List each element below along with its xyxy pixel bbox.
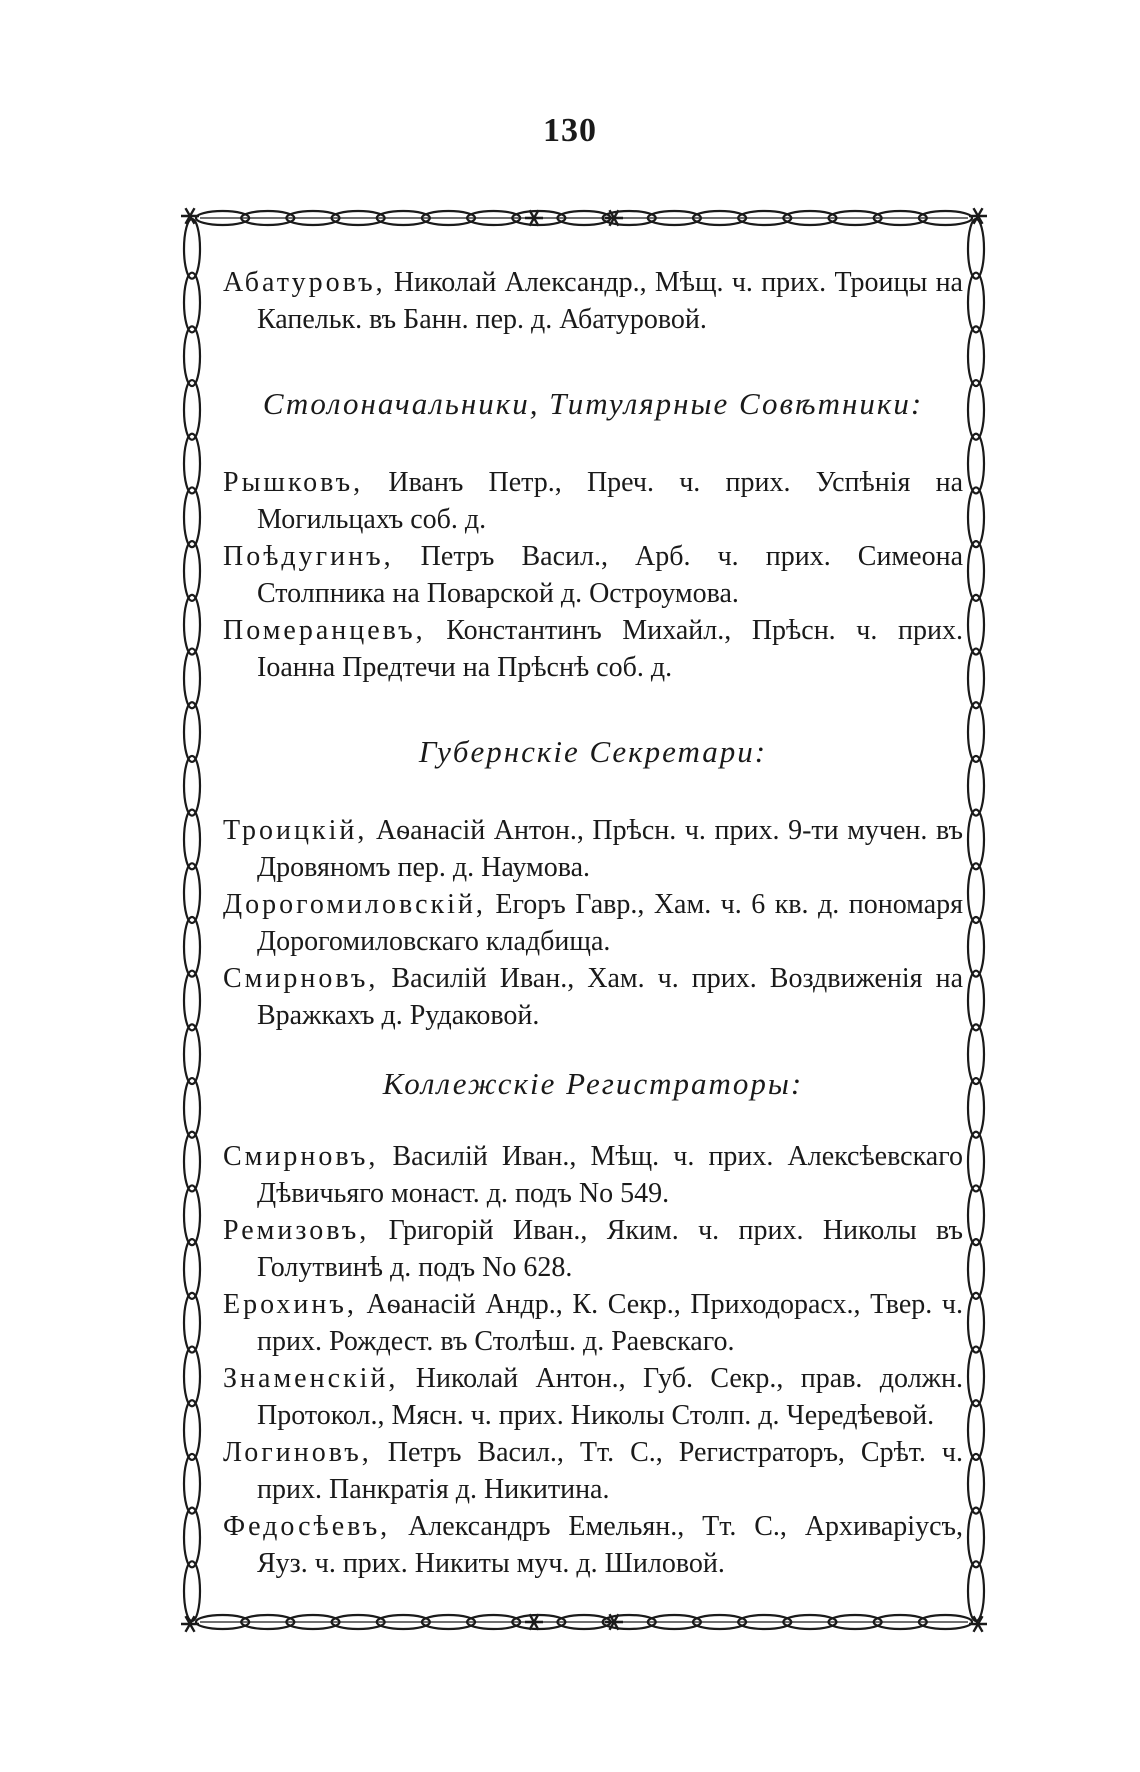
border-link <box>184 1347 200 1407</box>
border-link <box>184 863 200 923</box>
entry-surname: Смирновъ, <box>223 1141 379 1172</box>
entry-troitsky <box>223 812 963 886</box>
border-link <box>184 1508 200 1568</box>
border-link <box>184 1400 200 1460</box>
border-link <box>968 1239 984 1299</box>
border-link <box>968 541 984 601</box>
border-link <box>968 917 984 977</box>
border-link <box>968 487 984 547</box>
entry-text: Василій Иван., Мѣщ. ч. прих. Алексѣевскаго Дѣвичьяго монаст. д. подъ No 549. <box>257 1141 963 1209</box>
border-link <box>184 273 200 333</box>
entry-text: Николай Александр., Мѣщ. ч. прих. Троицы на Капельк. въ Банн. пер. д. Абатуровой. <box>257 267 963 335</box>
entry-surname: Поѣдугинъ, <box>223 541 394 572</box>
border-link <box>968 1185 984 1245</box>
border-link <box>184 756 200 816</box>
border-link <box>968 1561 984 1621</box>
entry-poedugin <box>223 538 963 612</box>
border-link <box>968 219 984 279</box>
border-link <box>184 1239 200 1299</box>
entry-pomerantsev <box>223 612 963 686</box>
entry-surname: Знаменскій, <box>223 1363 399 1394</box>
entry-surname: Ерохинъ, <box>223 1289 357 1320</box>
border-link <box>184 326 200 386</box>
border-link <box>184 487 200 547</box>
entry-surname: Ремизовъ, <box>223 1215 370 1246</box>
entry-ryshkov <box>223 464 963 538</box>
border-link <box>184 810 200 870</box>
entry-dorogomilovsky <box>223 886 963 960</box>
section-heading-gubernskie: Губернскіе Секретари: <box>418 734 768 769</box>
ornamental-frame <box>178 200 990 1640</box>
entry-text: Александръ Емельян., Тт. С., Архиваріусъ, Яуз. ч. прих. Никиты муч. д. Шиловой. <box>257 1511 963 1579</box>
border-link <box>968 1508 984 1568</box>
entry-erokhin <box>223 1286 963 1360</box>
border-link <box>184 649 200 709</box>
entry-text: Константинъ Михайл., Прѣсн. ч. прих. Іоанна Предтечи на Прѣснѣ соб. д. <box>257 615 963 683</box>
entry-text: Николай Антон., Губ. Секр., прав. должн. Протокол., Мясн. ч. прих. Николы Столп. д. Чередѣевой. <box>257 1363 963 1431</box>
border-link <box>968 649 984 709</box>
border-link <box>184 1293 200 1353</box>
entry-text: Петръ Васил., Тт. С., Регистраторъ, Срѣт. ч. прих. Панкратія д. Никитина. <box>257 1437 963 1505</box>
border-link <box>968 380 984 440</box>
page-content <box>223 264 963 1582</box>
page-number: 130 <box>543 112 597 149</box>
border-link <box>968 810 984 870</box>
entry-surname: Федосѣевъ, <box>223 1511 391 1542</box>
entry-text: Григорій Иван., Яким. ч. прих. Николы въ Голутвинѣ д. подъ No 628. <box>257 1215 963 1283</box>
entry-smirnov-1 <box>223 960 963 1034</box>
entry-text: Василій Иван., Хам. ч. прих. Воздвиженія на Вражкахъ д. Рудаковой. <box>257 963 963 1031</box>
section-heading-kollezhskie: Коллежскіе Регистраторы: <box>382 1066 804 1101</box>
entry-surname: Абатуровъ, <box>223 267 386 298</box>
border-link <box>184 1078 200 1138</box>
border-link <box>184 917 200 977</box>
entry-text: Аѳанасій Андр., К. Секр., Приходорасх., Твер. ч. прих. Рождест. въ Столѣш. д. Раевскаго. <box>257 1289 963 1357</box>
border-link <box>184 971 200 1031</box>
border-link <box>968 1078 984 1138</box>
border-link <box>184 380 200 440</box>
entry-text: Иванъ Петр., Преч. ч. прих. Успѣнія на Могильцахъ соб. д. <box>257 467 963 535</box>
entry-text: Егоръ Гавр., Хам. ч. 6 кв. д. пономаря Дорогомиловскаго кладбища. <box>257 889 963 957</box>
border-link <box>184 1454 200 1514</box>
border-link <box>968 1024 984 1084</box>
border-link <box>184 1024 200 1084</box>
entry-text: Аѳанасій Антон., Прѣсн. ч. прих. 9-ти мучен. въ Дровяномъ пер. д. Наумова. <box>257 815 963 883</box>
section-heading-stolonachalniki: Столоначальники, Титулярные Совѣтники: <box>262 386 924 421</box>
border-link <box>184 1561 200 1621</box>
border-link <box>968 702 984 762</box>
entry-surname: Троицкій, <box>223 815 368 846</box>
border-link <box>968 863 984 923</box>
border-link <box>968 756 984 816</box>
entry-text: Петръ Васил., Арб. ч. прих. Симеона Столпника на Поварской д. Остроумова. <box>257 541 963 609</box>
border-link <box>184 702 200 762</box>
border-link <box>968 326 984 386</box>
entry-surname: Логиновъ, <box>223 1437 372 1468</box>
border-link <box>968 1347 984 1407</box>
border-link <box>184 219 200 279</box>
border-link <box>968 1454 984 1514</box>
entry-smirnov-2 <box>223 1138 963 1212</box>
border-link <box>968 595 984 655</box>
entry-surname: Померанцевъ, <box>223 615 426 646</box>
entry-loginov <box>223 1434 963 1508</box>
border-link <box>184 595 200 655</box>
border-link <box>184 1185 200 1245</box>
border-link <box>968 1132 984 1192</box>
border-link <box>968 1293 984 1353</box>
entry-abaturov <box>223 264 963 338</box>
border-link <box>968 971 984 1031</box>
entry-znamensky <box>223 1360 963 1434</box>
entry-surname: Рышковъ, <box>223 467 364 498</box>
entry-surname: Смирновъ, <box>223 963 379 994</box>
border-link <box>184 541 200 601</box>
entry-surname: Дорогомиловскій, <box>223 889 486 920</box>
border-link <box>184 1132 200 1192</box>
entry-fedoseev <box>223 1508 963 1582</box>
border-link <box>968 1400 984 1460</box>
entry-remizov <box>223 1212 963 1286</box>
border-link <box>184 434 200 494</box>
border-link <box>968 273 984 333</box>
border-link <box>968 434 984 494</box>
